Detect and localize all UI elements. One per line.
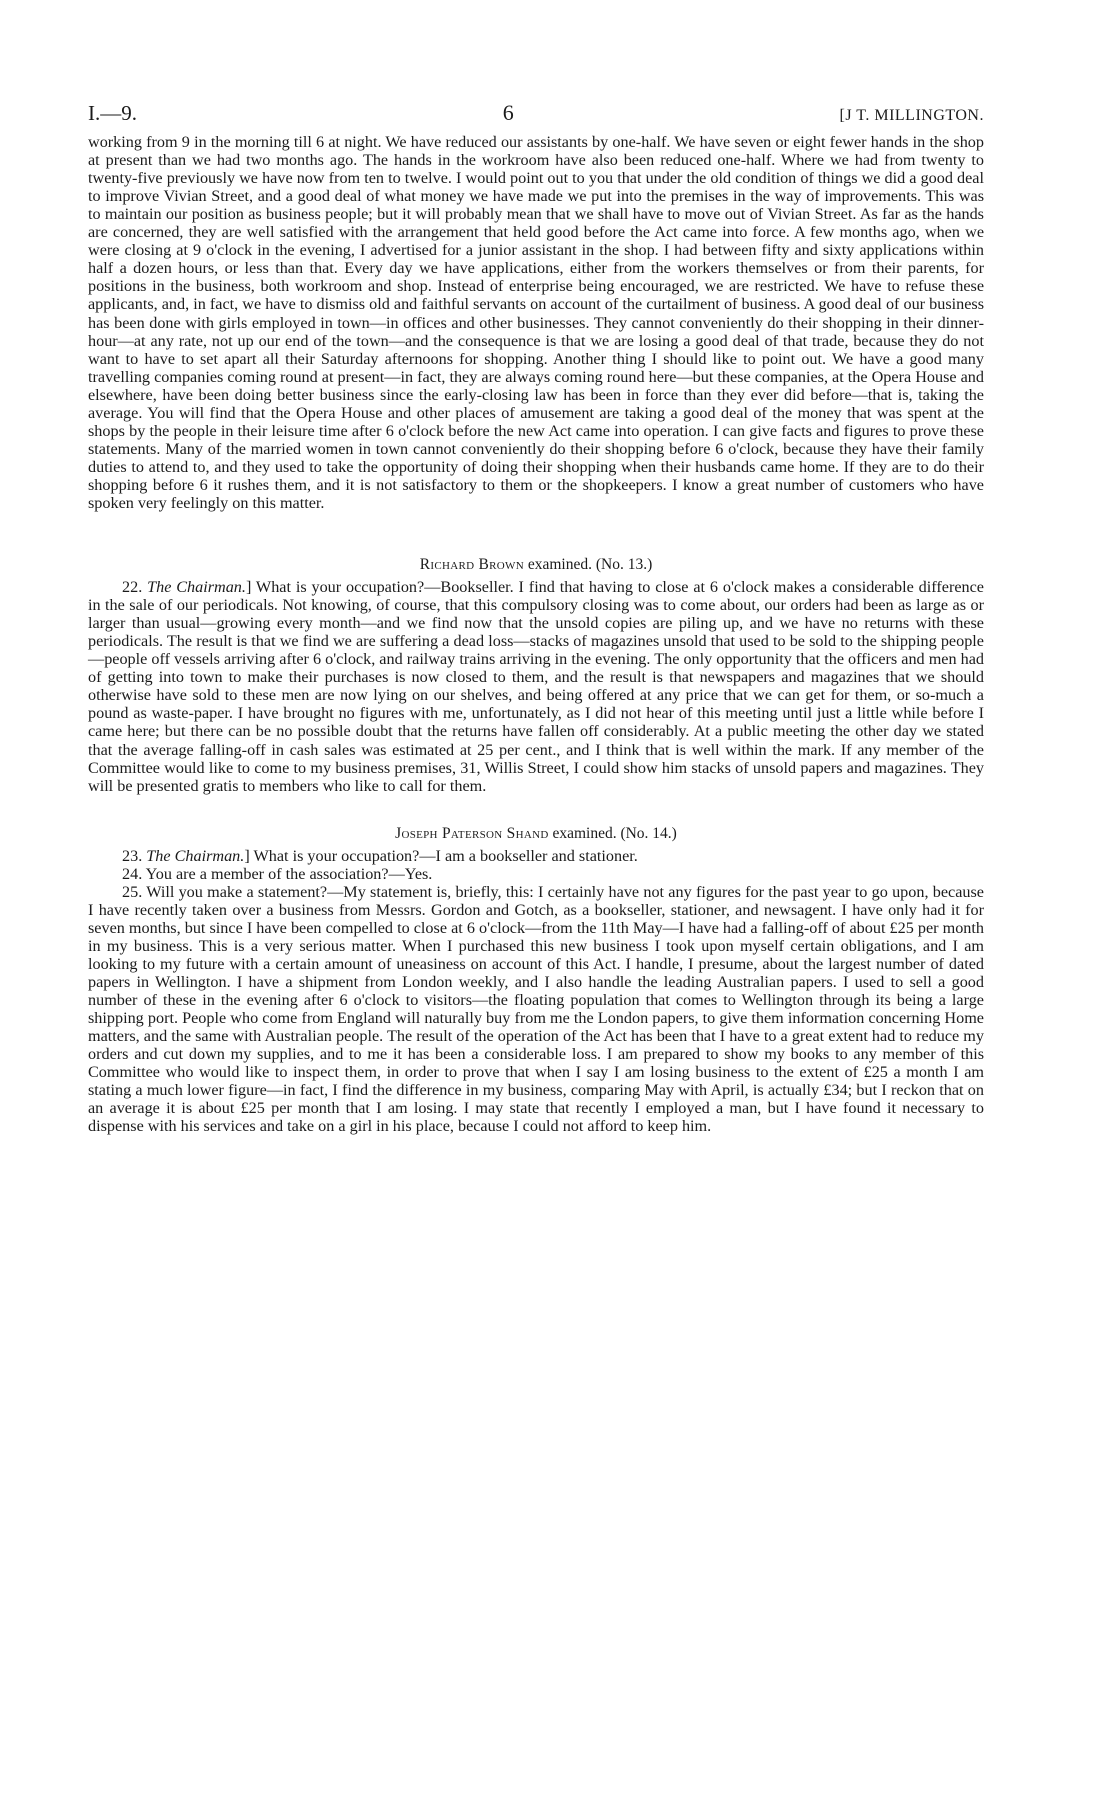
section-spacer (88, 512, 984, 556)
question-24-paragraph: 24. You are a member of the association?—Yes. (122, 864, 433, 883)
witness-running-head: [J T. MILLINGTON. (839, 107, 984, 124)
page-number: 6 (502, 100, 514, 125)
question-25-paragraph: 25. Will you make a statement?—My statement is, briefly, this: I certainly have not any figures for the past year to go upon, because I have recently taken over a business from Messrs. Gordon and Gotch, as a bookseller, stationer, and newsagent. I have only had it for seven months, but since I have been compelled to close at 6 o'clock—from the 11th May—I have had a falling-off of about £25 per month in my business. This is a very serious matter. When I purchased this new business I took upon myself certain obligations, and I am looking to my future with a certain amount of uneasiness on account of this Act. I handle, I presume, about the largest number of dated papers in Wellington. I have a shipment from London weekly, and I also handle the leading Australian papers. I used to sell a good number of these in the evening after 6 o'clock to visitors—the floating population that comes to Wellington through its being a large shipping port. People who come from England will naturally buy from me the London papers, to give them information concerning Home matters, and the same with Australian people. The result of the operation of the Act has been that I have to a great extent had to reduce my orders and cut down my supplies, and to me it has been a considerable loss. I am prepared to show my books to any member of this Committee who would like to inspect them, in order to prove that when I say I am losing business to the extent of £25 a month I am stating a much lower figure—in fact, I find the difference in my business, comparing May with April, is actually £34; but I reckon that on an average it is about £25 per month that I am losing. I may state that recently I employed a man, but I have found it necessary to dispense with his services and take on a girl in his place, because I could not afford to keep him. (88, 882, 984, 1136)
page-header (88, 100, 984, 125)
question-22-paragraph (88, 578, 984, 795)
question-number: 23. (122, 846, 143, 865)
shand-section-heading (88, 825, 984, 843)
witness-name: Joseph Paterson Shand (395, 824, 549, 842)
speaker-name: The Chairman. (146, 846, 245, 865)
question-23-paragraph (88, 847, 984, 865)
question-number: 22. (122, 578, 143, 597)
brown-section-heading (88, 556, 984, 574)
witness-name: Richard Brown (419, 556, 524, 574)
heading-rest: examined. (No. 14.) (552, 824, 677, 842)
millington-testimony-paragraph: working from 9 in the morning till 6 at night. We have reduced our assistants by one-half. We have seven or eight fewer hands in the shop at present than we had two months ago. The hands in the workroom have also been reduced one-half. Where we had from twenty to twenty-five previously we have now from ten to twelve. I would point out to you that under the old condition of things we did a good deal to improve Vivian Street, and a good deal of what money we have made we put into the premises in the way of improvements. This was to maintain our position as business people; but it will probably mean that we shall have to move out of Vivian Street. As far as the hands are concerned, they are well satisfied with the arrangement that held good before the Act came into force. A few months ago, when we were closing at 9 o'clock in the evening, I advertised for a junior assistant in the shop. I had between fifty and sixty applications within half a dozen hours, or less than that. Every day we have applications, either from the workers themselves or from their parents, for positions in the business, both workroom and shop. Instead of enterprise being encouraged, we are restricted. We have to refuse these applicants, and, in fact, we have to dismiss old and faithful servants on account of the curtailment of business. A good deal of our business has been done with girls employed in town—in offices and other businesses. They cannot conveniently do their shopping in their dinner-hour—at any rate, not up our end of the town—and the consequence is that we are losing a good deal of that trade, because they do not want to have to set apart all their Saturday afternoons for shopping. Another thing I should like to point out. We have a good many travelling companies coming round at present—in fact, they are always coming round here—but these companies, at the Opera House and elsewhere, have been doing better business since the early-closing law has been in force than they ever did before—that is, taking the average. You will find that the Opera House and other places of amusement are taking a good deal of the money that was spent at the shops by the people in their leisure time after 6 o'clock before the new Act came into operation. I can give facts and figures to prove these statements. Many of the married women in town cannot conveniently do their shopping before 6 o'clock, because they have their family duties to attend to, and they used to take the opportunity of doing their shopping when their husbands came home. If they are to do their shopping before 6 it rushes them, and it is not satisfactory to them or the shopkeepers. I know a great number of customers who have spoken very feelingly on this matter. (88, 133, 984, 512)
answer-text: ] What is your occupation?—Bookseller. I find that having to close at 6 o'clock makes a considerable difference in the sale of our periodicals. Not knowing, of course, that this compulsory closing was to come about, our orders had been as large as or larger than usual—growing every month—and we find now that the unsold copies are piling up, and we have no returns with these periodicals. The result is that we find we are suffering a dead loss—stacks of magazines unsold that used to be sold to the shipping people—people off vessels arriving after 6 o'clock, and railway trains arriving in the evening. The only opportunity that the officers and men had of getting into town to make their purchases is now closed to them, and the result is that newspapers and magazines that we should otherwise have sold to these men are now lying on our shelves, and being offered at any price that we can get for them, or so-much a pound as waste-paper. I have brought no figures with me, unfortunately, as I did not hear of this meeting until just a little while before I came here; but there can be no possible doubt that the returns have fallen off considerably. At a public meeting the other day we stated that the average falling-off in cash sales was estimated at 25 per cent., and I think that is well within the mark. If any member of the Committee would like to come to my business premises, 31, Willis Street, I could show him stacks of unsold papers and magazines. They will be presented gratis to members who like to call for them. (88, 578, 984, 795)
document-reference: I.—9. (88, 101, 137, 125)
speaker-name: The Chairman. (147, 578, 246, 597)
heading-rest: examined. (No. 13.) (527, 556, 653, 574)
section-spacer (88, 795, 984, 825)
answer-text: ] What is your occupation?—I am a bookseller and stationer. (244, 846, 638, 865)
